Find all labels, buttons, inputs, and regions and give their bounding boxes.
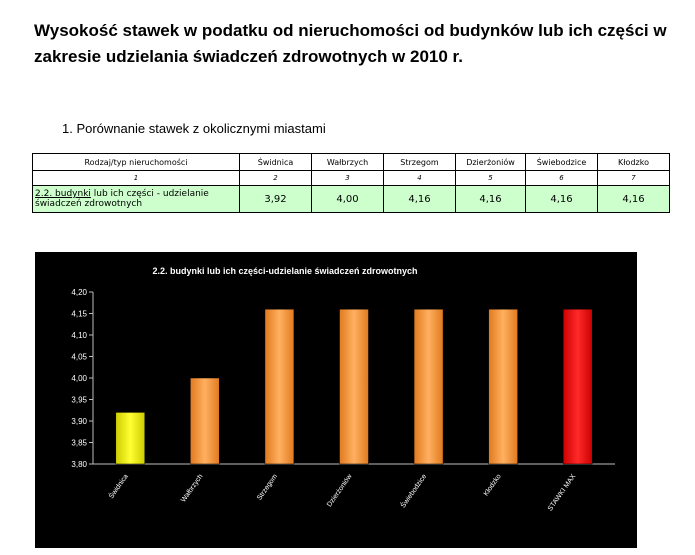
table-row [33,186,670,213]
table-number-row [33,171,670,186]
y-tick-label: 4,20 [71,288,87,297]
y-tick-label: 4,10 [71,331,87,340]
y-tick-label: 4,05 [71,352,87,362]
table-number-cell: 5 [456,171,526,186]
table-number-cell: 6 [526,171,598,186]
chart-bar [265,309,294,464]
table-number-cell: 1 [33,171,240,186]
table-value-cell: 4,00 [312,186,384,213]
chart-bar [190,378,219,464]
table-header-row [33,154,670,171]
y-tick-label: 3,80 [71,460,87,469]
section-heading: 1. Porównanie stawek z okolicznymi miastami [62,121,326,136]
x-tick-label: Świebodzice [399,473,429,510]
document-title: Wysokość stawek w podatku od nieruchomości od budynków lub ich części w zakresie udzielania świadczeń zdrowotnych w 2010 r. [34,21,667,66]
chart-bar [563,309,592,464]
table-value-cell: 4,16 [384,186,456,213]
y-tick-label: 4,15 [71,309,87,319]
chart-canvas [35,252,637,548]
chart-bar [489,309,518,464]
table-header-cell: Wałbrzych [312,154,384,171]
table-header-cell: Strzegom [384,154,456,171]
x-tick-label: Kłodzko [482,473,503,498]
table-value-cell: 4,16 [456,186,526,213]
x-tick-label: Świdnica [108,473,130,501]
chart-title: 2.2. budynki lub ich części-udzielanie świadczeń zdrowotnych [152,266,418,276]
y-tick-label: 3,90 [71,417,87,426]
table-header-cell: Świdnica [240,154,312,171]
chart-bar [414,309,443,464]
x-tick-label: Wałbrzych [180,473,205,504]
x-tick-label: STAWKI MAX [546,473,578,513]
table-header-cell: Dzierżoniów [456,154,526,171]
y-tick-label: 3,95 [71,395,87,405]
table-number-cell: 7 [598,171,670,186]
x-tick-label: Strzegom [256,473,280,502]
y-tick-label: 3,85 [71,438,87,448]
table-header-cell: Świebodzice [526,154,598,171]
table-value-cell: 3,92 [240,186,312,213]
y-tick-label: 4,00 [71,374,87,383]
table-header-cell: Rodzaj/typ nieruchomości [33,154,240,171]
row-label-cell [33,186,240,213]
row-label-underlined: 2.2. budynki [35,189,91,199]
row-label-rest: lub ich części - udzielanie świadczeń zdrowotnych [35,189,209,209]
table-number-cell: 3 [312,171,384,186]
table-value-cell: 4,16 [526,186,598,213]
x-tick-label: Dzierżoniów [326,473,354,509]
chart-bar [116,412,145,464]
table-number-cell: 4 [384,171,456,186]
table-value-cell: 4,16 [598,186,670,213]
table-number-cell: 2 [240,171,312,186]
bar-chart [35,252,637,548]
chart-bar [340,309,369,464]
table-header-cell: Kłodzko [598,154,670,171]
comparison-table [32,153,670,213]
